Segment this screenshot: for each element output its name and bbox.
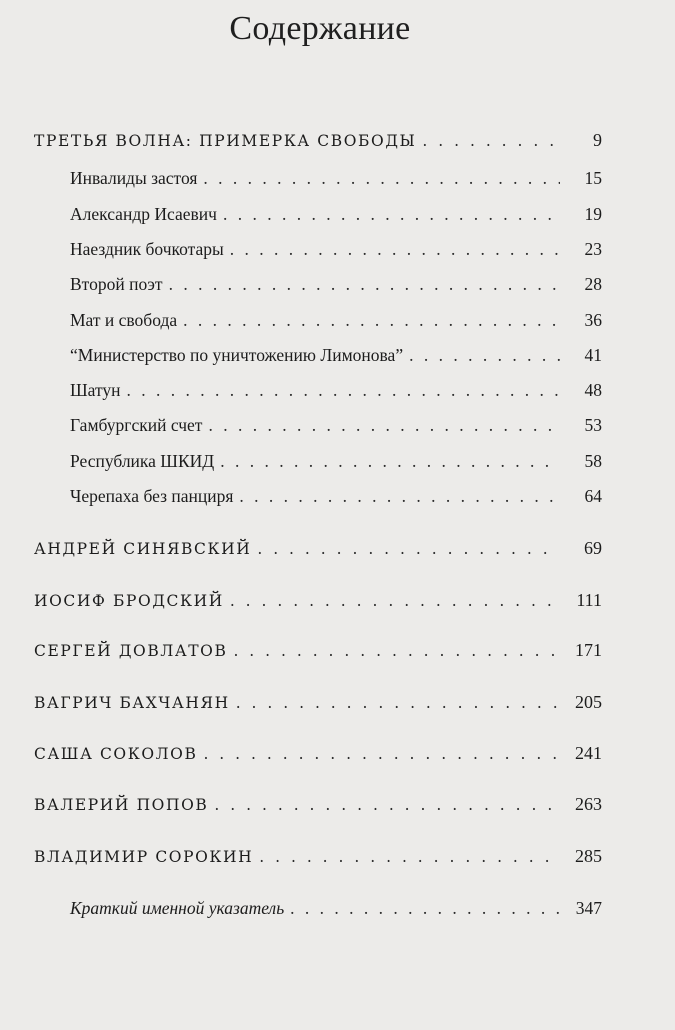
dot-leader — [259, 848, 560, 866]
toc-entry-part[interactable] — [34, 130, 602, 151]
toc-entry-page: 23 — [584, 239, 602, 259]
toc-entry-part[interactable] — [34, 794, 602, 815]
toc-entry-page: 15 — [584, 168, 602, 188]
dot-leader — [239, 486, 560, 507]
page-title: Содержание — [229, 10, 411, 47]
toc-entry-page: 9 — [593, 130, 602, 150]
dot-leader — [422, 132, 560, 150]
toc-entry-label: Краткий именной указатель — [70, 898, 285, 918]
toc-entry-page: 69 — [584, 538, 602, 558]
dot-leader — [169, 274, 560, 295]
dot-leader — [203, 745, 560, 763]
toc-entry-page: 36 — [584, 310, 602, 330]
toc-entry-page: 48 — [584, 380, 602, 400]
toc-entry-chapter[interactable] — [70, 415, 602, 436]
toc-entry-chapter[interactable] — [70, 380, 602, 401]
toc-entry-label: Александр Исаевич — [70, 204, 217, 224]
toc-entry-part[interactable] — [34, 743, 602, 764]
toc-entry-index[interactable] — [70, 898, 602, 919]
toc-entry-label: Республика ШКИД — [70, 451, 215, 471]
dot-leader — [220, 451, 560, 472]
toc-entry-label: ВАГРИЧ БАХЧАНЯН — [34, 694, 230, 712]
toc-entry-page: 111 — [576, 590, 602, 610]
toc-entry-page: 205 — [575, 692, 602, 712]
dot-leader — [214, 796, 560, 814]
toc-entry-label: ИОСИФ БРОДСКИЙ — [34, 592, 224, 610]
toc-entry-page: 263 — [575, 794, 602, 814]
toc-entry-label: Второй поэт — [70, 274, 163, 294]
dot-leader — [230, 239, 560, 260]
toc-entry-label: Мат и свобода — [70, 310, 178, 330]
toc-entry-part[interactable] — [34, 846, 602, 867]
dot-leader — [230, 592, 560, 610]
dot-leader — [233, 642, 560, 660]
toc-entry-chapter[interactable] — [70, 451, 602, 472]
toc-entry-label: “Министерство по уничтожению Лимонова” — [70, 345, 404, 365]
toc-entry-page: 41 — [584, 345, 602, 365]
toc-entry-part[interactable] — [34, 640, 602, 661]
dot-leader — [203, 168, 560, 189]
toc-entry-page: 58 — [584, 451, 602, 471]
toc-entry-chapter[interactable] — [70, 204, 602, 225]
dot-leader — [223, 204, 560, 225]
toc-entry-chapter[interactable] — [70, 239, 602, 260]
dot-leader — [257, 540, 560, 558]
dot-leader — [127, 380, 560, 401]
toc-entry-label: Наездник бочкотары — [70, 239, 224, 259]
toc-entry-chapter[interactable] — [70, 310, 602, 331]
toc-entry-page: 28 — [584, 274, 602, 294]
toc-entry-part[interactable] — [34, 538, 602, 559]
toc-entry-page: 64 — [584, 486, 602, 506]
toc-entry-label: Шатун — [70, 380, 121, 400]
dot-leader — [409, 345, 560, 366]
dot-leader — [208, 415, 560, 436]
toc-entry-label: СЕРГЕЙ ДОВЛАТОВ — [34, 642, 228, 660]
toc-entry-label: Гамбургский счет — [70, 415, 203, 435]
toc-entry-chapter[interactable] — [70, 486, 602, 507]
toc-entry-page: 285 — [575, 846, 602, 866]
toc-entry-page: 241 — [575, 743, 602, 763]
toc-entry-chapter[interactable] — [70, 168, 602, 189]
toc-entry-page: 347 — [575, 898, 602, 918]
toc-entry-page: 171 — [575, 640, 602, 660]
toc-entry-part[interactable] — [34, 692, 602, 713]
toc-entry-label: САША СОКОЛОВ — [34, 745, 198, 763]
dot-leader — [183, 310, 560, 331]
toc-entry-label: ТРЕТЬЯ ВОЛНА: ПРИМЕРКА СВОБОДЫ — [34, 132, 417, 150]
toc-entry-label: Черепаха без панциря — [70, 486, 234, 506]
toc-entry-label: АНДРЕЙ СИНЯВСКИЙ — [34, 540, 252, 558]
dot-leader — [236, 694, 560, 712]
toc-entry-label: ВАЛЕРИЙ ПОПОВ — [34, 796, 209, 814]
toc-entry-page: 53 — [584, 415, 602, 435]
toc-entry-label: Инвалиды застоя — [70, 168, 198, 188]
dot-leader — [290, 898, 560, 919]
toc-entry-label: ВЛАДИМИР СОРОКИН — [34, 848, 254, 866]
toc-entry-part[interactable] — [34, 590, 602, 611]
toc-entry-page: 19 — [584, 204, 602, 224]
toc-entry-chapter[interactable] — [70, 345, 602, 366]
toc-entry-chapter[interactable] — [70, 274, 602, 295]
